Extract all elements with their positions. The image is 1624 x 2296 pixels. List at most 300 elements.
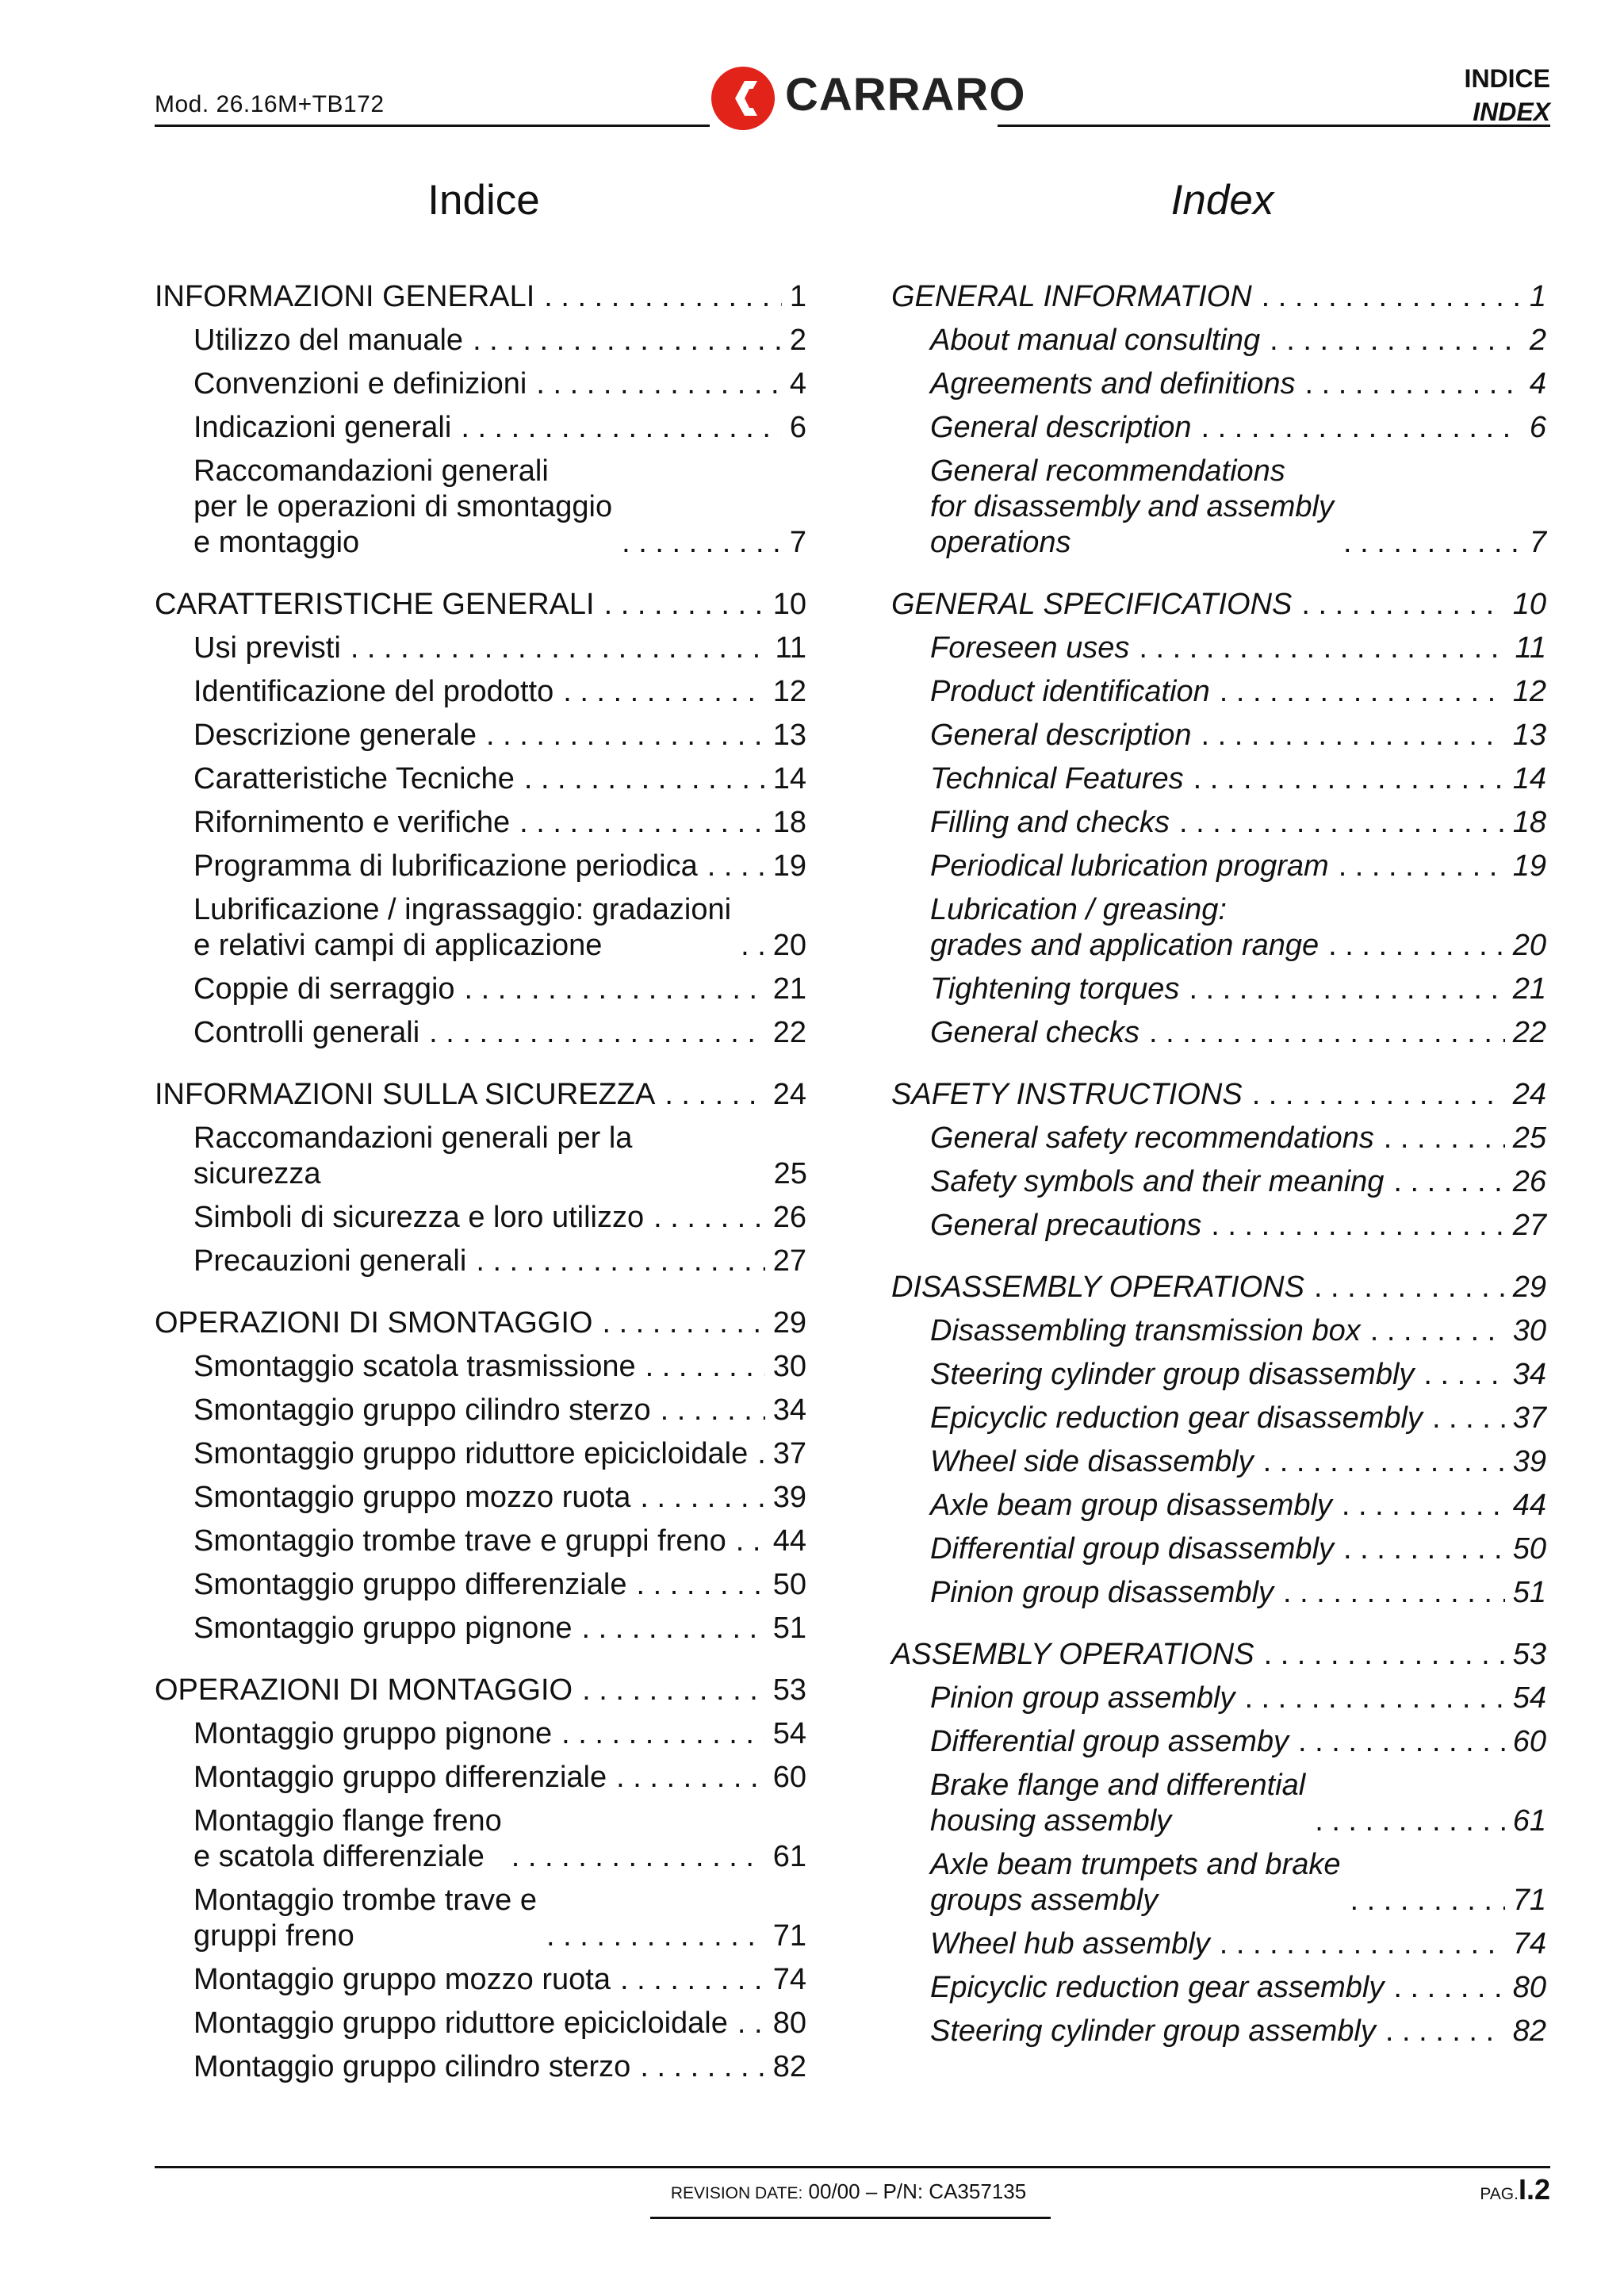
dot-leader — [1262, 279, 1522, 315]
toc-entry-page: 26 — [1512, 1165, 1546, 1198]
toc-entry-page: 61 — [1512, 1804, 1546, 1838]
toc-entry-page: 60 — [772, 1761, 806, 1794]
dot-leader — [563, 674, 765, 710]
toc-entry-label: Steering cylinder group assembly — [930, 2014, 1376, 2048]
brand-name: CARRARO — [785, 69, 1026, 121]
header-rule-left — [155, 125, 710, 127]
toc-entry[interactable] — [155, 1611, 806, 1646]
dot-leader — [1384, 1121, 1505, 1156]
toc-entry-page: 21 — [1512, 972, 1546, 1006]
toc-entry-page: 74 — [1512, 1927, 1546, 1961]
dot-leader — [561, 1716, 765, 1752]
toc-entry-label: Smontaggio gruppo mozzo ruota — [193, 1481, 631, 1514]
toc-entry[interactable] — [891, 1164, 1546, 1200]
toc-entry-page: 1 — [1529, 280, 1546, 313]
dot-leader — [665, 1077, 764, 1113]
toc-entry-page: 19 — [772, 849, 806, 883]
toc-entry-page: 82 — [772, 2050, 806, 2083]
dot-leader — [1220, 674, 1505, 710]
toc-entry[interactable] — [155, 454, 806, 561]
toc-section — [155, 587, 806, 1051]
dot-leader — [473, 323, 782, 358]
toc-entry-label: DISASSEMBLY OPERATIONS — [891, 1271, 1304, 1304]
toc-entry-page: 18 — [1512, 806, 1546, 839]
toc-entry-label: Differential group assemby — [930, 1725, 1289, 1758]
toc-entry-label: Simboli di sicurezza e loro utilizzo — [193, 1201, 645, 1234]
toc-entry-label: Montaggio gruppo mozzo ruota — [193, 1963, 611, 1996]
footer-rule — [155, 2166, 1550, 2168]
dot-leader — [640, 2049, 764, 2085]
toc-entry-label: Caratteristiche Tecniche — [193, 762, 515, 795]
toc-entry-label: Lubrificazione / ingrassaggio: gradazioni e relativi campi di applicazione — [193, 893, 732, 962]
toc-entry-page: 53 — [772, 1673, 806, 1707]
toc-entry-page: 20 — [1512, 929, 1546, 962]
toc-entry-page: 2 — [789, 324, 806, 357]
toc-entry[interactable] — [891, 323, 1546, 358]
toc-entry-label: Safety symbols and their meaning — [930, 1165, 1385, 1198]
toc-entry-label: Epicyclic reduction gear assembly — [930, 1971, 1385, 2004]
dot-leader — [1393, 1164, 1504, 1200]
toc-italian — [155, 279, 806, 2111]
dot-leader — [636, 1567, 764, 1603]
dot-leader — [461, 410, 782, 446]
toc-entry[interactable] — [891, 892, 1546, 964]
toc-entry[interactable] — [891, 1015, 1546, 1051]
toc-entry-page: 19 — [1512, 849, 1546, 883]
toc-entry[interactable] — [891, 1488, 1546, 1524]
toc-entry[interactable] — [891, 1681, 1546, 1716]
toc-entry-label: Periodical lubrication program — [930, 849, 1329, 883]
model-label: Mod. 26.16M+TB172 — [155, 91, 385, 117]
dot-leader — [1393, 1970, 1504, 2006]
toc-entry-page: 27 — [1512, 1209, 1546, 1242]
toc-entry[interactable] — [891, 1847, 1546, 1918]
dot-leader — [1179, 805, 1505, 841]
toc-section-heading[interactable] — [891, 1077, 1546, 1113]
carraro-logo — [710, 62, 1026, 133]
dot-leader — [645, 1349, 765, 1385]
toc-entry-page: 13 — [1512, 719, 1546, 752]
toc-entry[interactable] — [891, 849, 1546, 884]
toc-entry[interactable] — [155, 674, 806, 710]
toc-entry[interactable] — [891, 1313, 1546, 1349]
toc-section-heading[interactable] — [155, 587, 806, 623]
toc-entry-page: 53 — [1512, 1638, 1546, 1671]
dot-leader — [757, 1436, 765, 1472]
toc-entry-page: 30 — [1512, 1314, 1546, 1347]
toc-entry[interactable] — [891, 805, 1546, 841]
dot-leader — [1201, 410, 1522, 446]
toc-entry-page: 30 — [772, 1350, 806, 1383]
toc-entry-page: 4 — [1529, 367, 1546, 401]
toc-section-heading[interactable] — [155, 1673, 806, 1708]
toc-entry[interactable] — [891, 1724, 1546, 1760]
toc-entry-label: Pinion group disassembly — [930, 1576, 1274, 1609]
toc-entry[interactable] — [155, 1716, 806, 1752]
toc-entry-label: General precautions — [930, 1209, 1202, 1242]
toc-entry[interactable] — [155, 631, 806, 666]
dot-leader — [582, 1611, 765, 1646]
toc-entry-label: General description — [930, 719, 1192, 752]
toc-entry-label: Raccomandazioni generali per la sicurezza — [193, 1121, 633, 1190]
toc-entry-label: Axle beam trumpets and brake groups assembly — [930, 1848, 1341, 1917]
toc-entry[interactable] — [891, 1575, 1546, 1611]
dot-leader — [1314, 1270, 1505, 1305]
dot-leader — [524, 761, 765, 797]
toc-section — [155, 1305, 806, 1646]
toc-section-heading[interactable] — [155, 1305, 806, 1341]
toc-entry-page: 80 — [1512, 1971, 1546, 2004]
toc-entry[interactable] — [891, 410, 1546, 446]
toc-entry[interactable] — [891, 718, 1546, 753]
toc-entry-label: OPERAZIONI DI MONTAGGIO — [155, 1673, 573, 1707]
toc-entry-page: 60 — [1512, 1725, 1546, 1758]
toc-entry-page: 82 — [1512, 2014, 1546, 2048]
toc-entry-label: Product identification — [930, 675, 1210, 708]
toc-entry[interactable] — [891, 1208, 1546, 1244]
toc-entry-label: Filling and checks — [930, 806, 1170, 839]
toc-entry-page: 37 — [1512, 1401, 1546, 1435]
dot-leader — [1264, 1637, 1505, 1673]
dot-leader — [736, 1524, 765, 1559]
toc-entry-page: 14 — [1512, 762, 1546, 795]
toc-entry-label: Coppie di serraggio — [193, 972, 455, 1006]
dot-leader — [604, 587, 765, 623]
page-number — [1480, 2173, 1550, 2206]
toc-entry-page: 74 — [772, 1963, 806, 1996]
toc-entry-label: Smontaggio gruppo pignone — [193, 1612, 573, 1645]
toc-entry[interactable] — [155, 1015, 806, 1051]
toc-entry[interactable] — [155, 892, 806, 964]
toc-entry-page: 54 — [772, 1717, 806, 1750]
toc-entry[interactable] — [891, 1401, 1546, 1436]
dot-leader — [536, 366, 781, 402]
dot-leader — [476, 1244, 764, 1279]
toc-entry-page: 13 — [772, 719, 806, 752]
toc-entry[interactable] — [891, 674, 1546, 710]
toc-section-heading[interactable] — [891, 1270, 1546, 1305]
toc-entry-label: Smontaggio gruppo riduttore epicicloidale — [193, 1437, 749, 1470]
dot-leader — [486, 718, 765, 753]
toc-entry[interactable] — [155, 849, 806, 884]
dot-leader — [741, 928, 765, 964]
toc-entry-page: 24 — [1512, 1078, 1546, 1111]
toc-entry-label: Montaggio gruppo pignone — [193, 1717, 553, 1750]
toc-entry[interactable] — [155, 1760, 806, 1796]
toc-section-heading[interactable] — [155, 1077, 806, 1113]
toc-entry-label: ASSEMBLY OPERATIONS — [891, 1638, 1254, 1671]
toc-section — [155, 1077, 806, 1279]
toc-entry-page: 7 — [1529, 526, 1546, 559]
toc-entry-page: 7 — [789, 526, 806, 559]
toc-entry-label: Programma di lubrificazione periodica — [193, 849, 698, 883]
toc-entry-page: 6 — [789, 411, 806, 444]
section-label-en: INDEX — [1473, 98, 1550, 126]
toc-entry-label: Convenzioni e definizioni — [193, 367, 527, 401]
dot-leader — [1283, 1575, 1505, 1611]
toc-entry-label: Axle beam group disassembly — [930, 1489, 1332, 1522]
toc-entry[interactable] — [891, 1768, 1546, 1839]
footer-rule-short — [650, 2217, 1051, 2219]
toc-entry[interactable] — [891, 631, 1546, 666]
toc-entry-label: Agreements and definitions — [930, 367, 1296, 401]
section-label — [1465, 62, 1550, 128]
page-label: PAG. — [1480, 2185, 1519, 2203]
toc-entry-label: Epicyclic reduction gear disassembly — [930, 1401, 1423, 1435]
dot-leader — [1328, 928, 1505, 964]
page-value: I.2 — [1518, 2173, 1550, 2206]
dot-leader — [616, 1760, 765, 1796]
toc-entry[interactable] — [155, 410, 806, 446]
toc-entry-label: INFORMAZIONI SULLA SICUREZZA — [155, 1078, 656, 1111]
index-title-en: Index — [1170, 177, 1274, 224]
revision-label: REVISION DATE: — [670, 2184, 803, 2202]
dot-leader — [1139, 631, 1507, 666]
dot-leader — [1193, 761, 1505, 797]
toc-entry-label: General description — [930, 411, 1192, 444]
toc-entry-label: Pinion group assembly — [930, 1681, 1235, 1715]
toc-entry-page: 24 — [772, 1078, 806, 1111]
toc-entry-page: 1 — [789, 280, 806, 313]
toc-entry-label: Rifornimento e verifiche — [193, 806, 511, 839]
dot-leader — [465, 972, 765, 1007]
dot-leader — [519, 805, 765, 841]
toc-entry-page: 51 — [1512, 1576, 1546, 1609]
dot-leader — [653, 1200, 765, 1236]
dot-leader — [1432, 1401, 1505, 1436]
toc-section-heading[interactable] — [155, 279, 806, 315]
toc-entry[interactable] — [155, 1436, 806, 1472]
toc-entry[interactable] — [155, 323, 806, 358]
toc-entry[interactable] — [155, 1567, 806, 1603]
toc-entry-page: 50 — [1512, 1532, 1546, 1566]
toc-entry-label: Montaggio flange freno e scatola differenziale — [193, 1804, 502, 1873]
toc-entry-page: 26 — [772, 1201, 806, 1234]
toc-section-heading[interactable] — [891, 279, 1546, 315]
toc-entry-page: 29 — [1512, 1271, 1546, 1304]
toc-entry-page: 25 — [1512, 1121, 1546, 1155]
toc-entry[interactable] — [891, 1444, 1546, 1480]
toc-entry-label: General safety recommendations — [930, 1121, 1374, 1155]
toc-entry-page: 12 — [772, 675, 806, 708]
dot-leader — [582, 1673, 765, 1708]
toc-entry-label: Montaggio trombe trave e gruppi freno — [193, 1884, 538, 1953]
toc-entry-label: GENERAL SPECIFICATIONS — [891, 588, 1293, 621]
dot-leader — [1385, 2014, 1505, 2049]
dot-leader — [1423, 1357, 1504, 1393]
dot-leader — [1343, 1531, 1505, 1567]
toc-entry-label: OPERAZIONI DI SMONTAGGIO — [155, 1306, 593, 1340]
dot-leader — [1370, 1313, 1505, 1349]
toc-entry[interactable] — [891, 1357, 1546, 1393]
toc-entry-label: SAFETY INSTRUCTIONS — [891, 1078, 1243, 1111]
toc-entry-label: Smontaggio scatola trasmissione — [193, 1350, 636, 1383]
toc-entry-label: Smontaggio trombe trave e gruppi freno — [193, 1524, 726, 1558]
toc-entry[interactable] — [891, 972, 1546, 1007]
toc-entry-page: 12 — [1512, 675, 1546, 708]
toc-entry-label: About manual consulting — [930, 324, 1261, 357]
dot-leader — [640, 1480, 764, 1516]
toc-entry[interactable] — [155, 1200, 806, 1236]
toc-entry-page: 34 — [772, 1393, 806, 1427]
toc-entry-page: 10 — [1512, 588, 1546, 621]
toc-entry-page: 4 — [789, 367, 806, 401]
toc-entry[interactable] — [155, 1393, 806, 1428]
dot-leader — [544, 279, 782, 315]
toc-entry-label: Steering cylinder group disassembly — [930, 1358, 1415, 1391]
toc-section — [155, 279, 806, 561]
toc-entry-label: GENERAL INFORMATION — [891, 280, 1252, 313]
toc-entry-page: 11 — [775, 631, 806, 665]
toc-entry-page: 20 — [772, 929, 806, 962]
toc-entry-label: Smontaggio gruppo differenziale — [193, 1568, 627, 1601]
toc-entry-page: 25 — [773, 1157, 807, 1190]
toc-entry-label: Foreseen uses — [930, 631, 1130, 665]
dot-leader — [1342, 1488, 1505, 1524]
toc-entry-label: Lubrication / greasing: grades and application range — [930, 893, 1320, 962]
dot-leader — [707, 849, 765, 884]
toc-entry-label: Montaggio gruppo differenziale — [193, 1761, 607, 1794]
dot-leader — [1263, 1444, 1505, 1480]
toc-entry-label: Disassembling transmission box — [930, 1314, 1361, 1347]
toc-section-heading[interactable] — [891, 587, 1546, 623]
toc-entry-page: 10 — [772, 588, 806, 621]
toc-entry-page: 22 — [1512, 1016, 1546, 1049]
toc-entry[interactable] — [891, 366, 1546, 402]
toc-entry-page: 34 — [1512, 1358, 1546, 1391]
toc-entry[interactable] — [155, 1803, 806, 1875]
toc-entry-page: 50 — [772, 1568, 806, 1601]
dot-leader — [546, 1918, 765, 1954]
carraro-logo-mark-icon — [710, 62, 781, 133]
toc-entry[interactable] — [891, 1121, 1546, 1156]
dot-leader — [1350, 1883, 1505, 1918]
dot-leader — [620, 1962, 765, 1998]
revision-value: 00/00 – P/N: CA357135 — [808, 2179, 1027, 2203]
dot-leader — [602, 1305, 764, 1341]
toc-entry-page: 22 — [772, 1016, 806, 1049]
toc-entry[interactable] — [155, 1883, 806, 1954]
dot-leader — [350, 631, 768, 666]
toc-entry[interactable] — [155, 805, 806, 841]
toc-entry-label: Montaggio gruppo riduttore epicicloidale — [193, 2007, 728, 2040]
dot-leader — [511, 1839, 765, 1875]
toc-entry[interactable] — [891, 1970, 1546, 2006]
toc-entry-page: 54 — [1512, 1681, 1546, 1715]
toc-entry-label: Wheel side disassembly — [930, 1445, 1254, 1478]
toc-entry[interactable] — [155, 1349, 806, 1385]
toc-entry[interactable] — [155, 1962, 806, 1998]
dot-leader — [1301, 587, 1504, 623]
toc-entry-page: 80 — [772, 2007, 806, 2040]
toc-entry-label: General recommendations for disassembly and assembly operations — [930, 454, 1334, 559]
toc-entry[interactable] — [155, 1480, 806, 1516]
toc-entry-page: 71 — [1512, 1884, 1546, 1917]
dot-leader — [429, 1015, 765, 1051]
toc-entry[interactable] — [155, 2006, 806, 2041]
dot-leader — [1298, 1724, 1505, 1760]
toc-entry-label: CARATTERISTICHE GENERALI — [155, 588, 595, 621]
toc-entry[interactable] — [155, 1121, 806, 1192]
dot-leader — [1149, 1015, 1505, 1051]
dot-leader — [1305, 366, 1522, 402]
toc-section — [891, 1077, 1546, 1244]
toc-section — [891, 279, 1546, 561]
toc-entry-page: 27 — [772, 1244, 806, 1278]
toc-entry-page: 71 — [772, 1919, 806, 1953]
toc-entry-page: 44 — [1512, 1489, 1546, 1522]
toc-entry-label: INFORMAZIONI GENERALI — [155, 280, 535, 313]
toc-section — [155, 1673, 806, 2085]
toc-entry-label: Wheel hub assembly — [930, 1927, 1210, 1961]
toc-entry[interactable] — [155, 1244, 806, 1279]
dot-leader — [1189, 972, 1504, 1007]
dot-leader — [1252, 1077, 1505, 1113]
toc-entry-page: 61 — [772, 1840, 806, 1873]
toc-entry[interactable] — [155, 718, 806, 753]
dot-leader — [737, 2006, 765, 2041]
toc-entry-page: 51 — [772, 1612, 806, 1645]
toc-entry[interactable] — [891, 761, 1546, 797]
toc-entry-label: General checks — [930, 1016, 1140, 1049]
dot-leader — [1270, 323, 1522, 358]
toc-entry[interactable] — [155, 366, 806, 402]
toc-entry-page: 39 — [772, 1481, 806, 1514]
toc-section-heading[interactable] — [891, 1637, 1546, 1673]
dot-leader — [1201, 718, 1505, 753]
toc-entry-page: 29 — [772, 1306, 806, 1340]
toc-entry-label: Utilizzo del manuale — [193, 324, 464, 357]
toc-section — [891, 1637, 1546, 2049]
toc-entry[interactable] — [155, 761, 806, 797]
toc-entry-label: Identificazione del prodotto — [193, 675, 554, 708]
dot-leader — [1315, 1803, 1505, 1839]
toc-entry[interactable] — [891, 2014, 1546, 2049]
toc-entry[interactable] — [155, 972, 806, 1007]
toc-entry-page: 2 — [1529, 324, 1546, 357]
revision-info — [650, 2179, 1047, 2204]
toc-entry-page: 37 — [772, 1437, 806, 1470]
toc-entry-label: Controlli generali — [193, 1016, 420, 1049]
toc-entry[interactable] — [891, 1531, 1546, 1567]
toc-entry-page: 44 — [772, 1524, 806, 1558]
toc-entry-label: Descrizione generale — [193, 719, 477, 752]
toc-section — [891, 587, 1546, 1051]
toc-entry-label: Precauzioni generali — [193, 1244, 467, 1278]
toc-section — [891, 1270, 1546, 1611]
dot-leader — [1244, 1681, 1504, 1716]
toc-entry-label: Usi previsti — [193, 631, 341, 665]
dot-leader — [1339, 849, 1505, 884]
toc-entry-page: 14 — [772, 762, 806, 795]
toc-entry-label: Smontaggio gruppo cilindro sterzo — [193, 1393, 651, 1427]
toc-entry-label: Brake flange and differential housing assembly — [930, 1769, 1306, 1838]
toc-entry-label: Differential group disassembly — [930, 1532, 1335, 1566]
toc-entry-label: Technical Features — [930, 762, 1184, 795]
dot-leader — [1343, 525, 1522, 561]
dot-leader — [1220, 1926, 1505, 1962]
dot-leader — [622, 525, 782, 561]
toc-entry-label: Indicazioni generali — [193, 411, 452, 444]
toc-entry[interactable] — [891, 454, 1546, 561]
toc-entry-page: 39 — [1512, 1445, 1546, 1478]
dot-leader — [661, 1393, 765, 1428]
toc-entry[interactable] — [155, 2049, 806, 2085]
toc-entry[interactable] — [891, 1926, 1546, 1962]
toc-english — [891, 279, 1546, 2076]
index-title-it: Indice — [427, 177, 540, 224]
toc-entry[interactable] — [155, 1524, 806, 1559]
